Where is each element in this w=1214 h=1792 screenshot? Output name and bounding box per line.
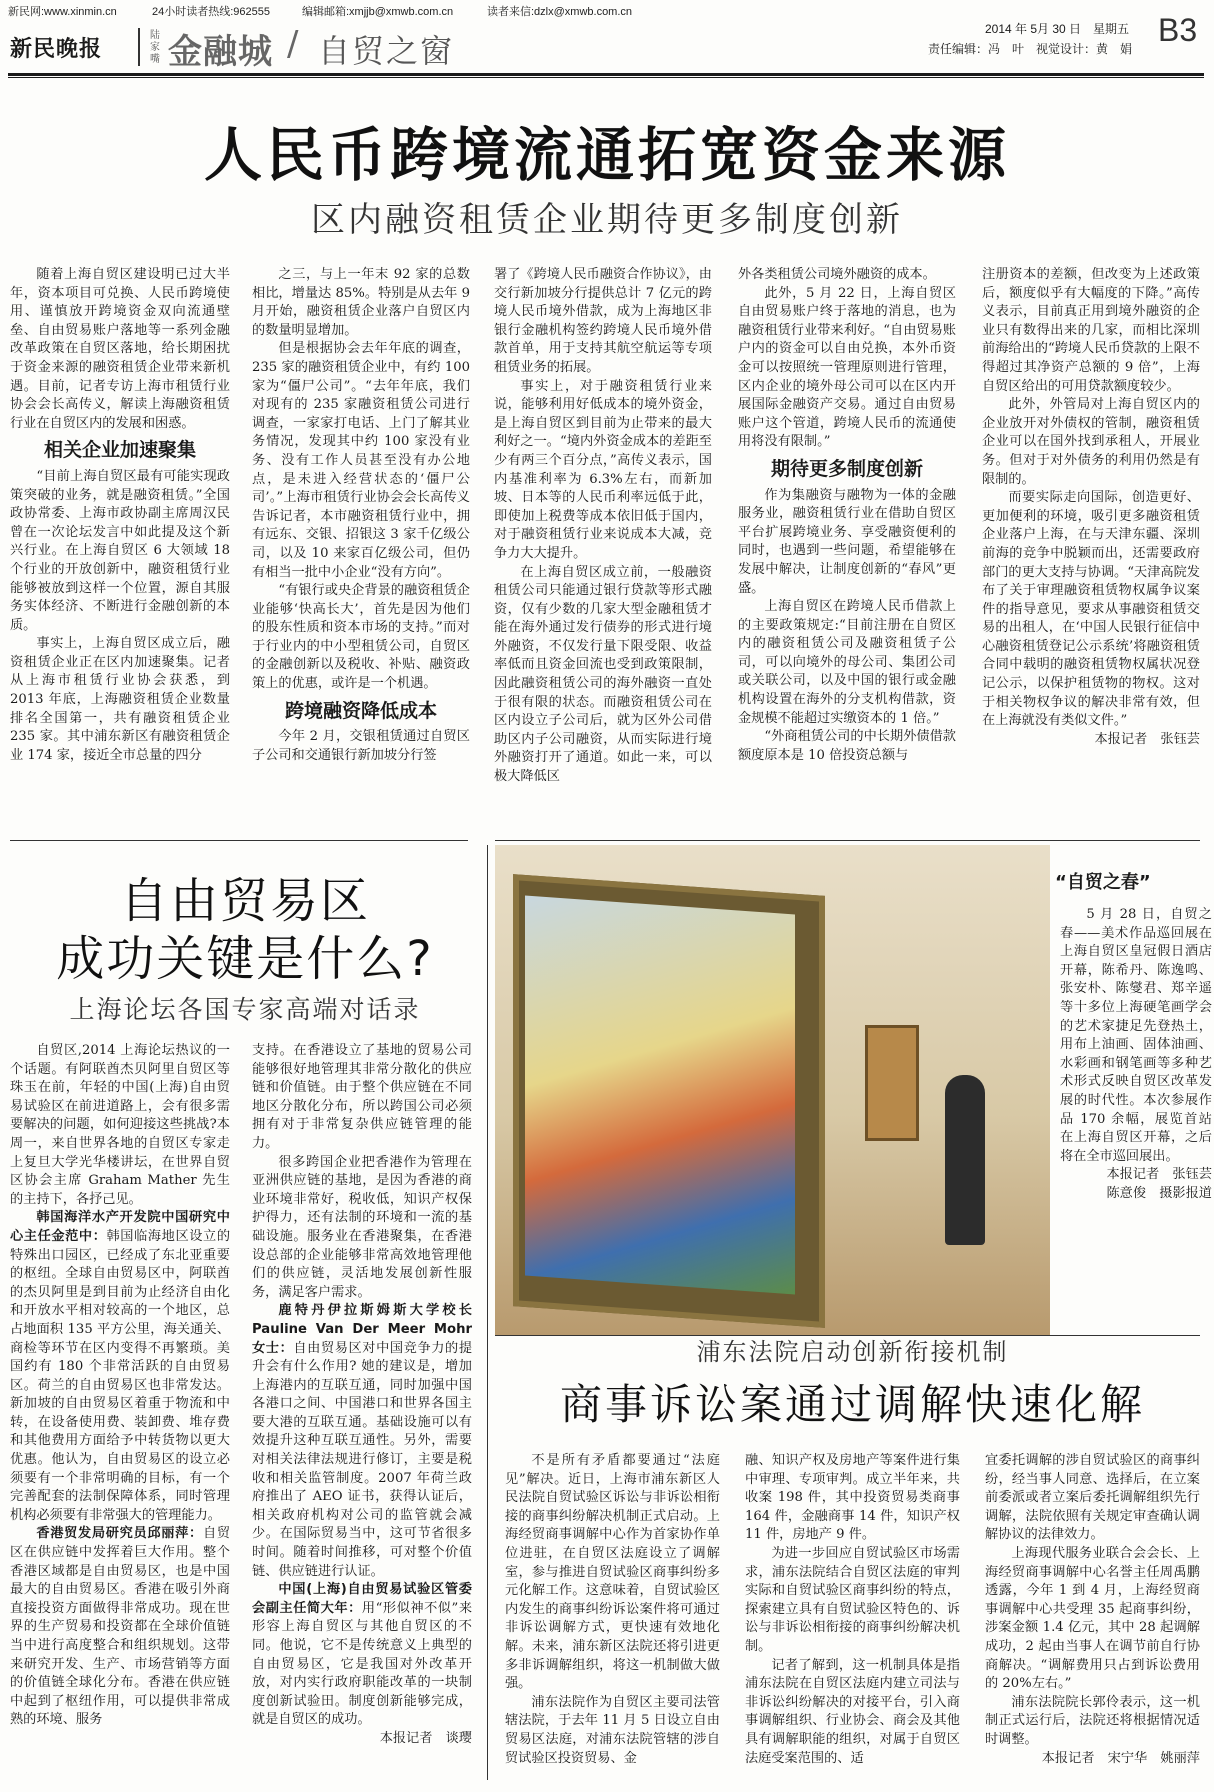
paragraph: 之三，与上一年末 92 家的总数相比，增量达 85%。特别是从去年 9 月开始，融资租赁企业落户自贸区内的数量明显增加。 [252, 267, 470, 338]
article1-column-1 [10, 266, 230, 765]
section-slash: / [287, 24, 299, 64]
paragraph: 上海自贸区在跨境人民币借款上的主要政策规定:“目前注册在自贸区内的融资租赁公司及融资租赁子公司，可以向境外的母公司、集团公司或关联公司，以及中国的银行或金融机构设置在海外的分支机构借款，资金规模不能超过实缴资本的 1 倍。” [738, 599, 956, 726]
paragraph-text: 用“形似神不似”来形容上海自贸区与其他自贸区的不同。他说，它不是传统意义上典型的自由贸易区，它是我国对外改革开放，对内实行政府职能改革的一块制度创新试验田。制度创新能够完成，就是自贸区的成功。 [252, 1600, 473, 1728]
article1-subhead-b: 跨境融资降低成本 [284, 699, 437, 722]
small-painting [865, 1025, 919, 1141]
photo-credit: 本报记者 张钰芸 [1106, 1167, 1212, 1183]
top-info-bar [0, 0, 1214, 18]
speaker-name: 中国(上海)自由贸易试验区管委会副主任简大年： [252, 1582, 472, 1616]
paragraph: 为进一步回应自贸试验区市场需求，浦东法院结合自贸区法庭的审判实际和自贸试验区商事纠纷的特点，探索建立具有自贸试验区特色的、诉讼与非诉讼相衔接的商事纠纷解决机制。 [745, 1545, 960, 1654]
paragraph-text: 自由贸易区对中国竞争力的提升会有什么作用? 她的建议是，增加上海港内的互联互通，同时加强中国各港口之间、中国港口和世界各国主要大港的互联互通。基础设施可以有效提升这种互联互通性。另外，需要对相关法律法规进行修订，主要是税收和相关监管制度。2007 年荷兰政府推出了 AEO 证书，获得认证后，相关政府机构对公司的监管就会减少。在国际贸易当中，这可节省很多时间。随着时间推移，可对整个价值链、供应链进行认证。 [252, 1340, 473, 1579]
paragraph: 今年 2 月，交银租赁通过自贸区子公司和交通银行新加坡分行签 [252, 729, 470, 763]
paragraph: 宜委托调解的涉自贸试验区的商事纠纷，经当事人同意、选择后，在立案前委派或者立案后委托调解组织先行调解，法院依照有关规定审查确认调解协议的法律效力。 [985, 1453, 1200, 1543]
paragraph: 融、知识产权及房地产等案件进行集中审理、专项审判。成立半年来，共收案 198 件，其中投资贸易类商事 164 件，金融商事 14 件，知识产权 11 件，房地产 9 件。 [745, 1453, 960, 1543]
paragraph-text: 韩国临海地区设立的特殊出口园区，已经成了东北亚重要的枢纽。全球自由贸易区中，阿联酋的杰贝阿里是到目前为止经济自由化和开放水平相对较高的一个地区，总占地面积 135 平方公里，海关通关、商检等环节在区内变得不再繁琐。美国约有 180 个非常活跃的自由贸易区。荷兰的自由贸易区也非常发达。新加坡的自由贸易区着重于物流和中转，在设备使用费、装卸费、堆存费和其他费用方面给予中转货物以更大优惠。他认为，自由贸易区的设立必须要有一个非常明确的目标，有一个完善配套的法制保障体系，同时管理机构必须要有非常强大的管理能力。 [10, 1228, 231, 1523]
paragraph: 浦东法院作为自贸区主要司法管辖法院，于去年 11 月 5 日设立自由贸易区法庭，对浦东法院管辖的涉自贸试验区投资贸易、金 [505, 1694, 720, 1766]
hotline: 24小时读者热线:962555 [152, 6, 270, 18]
column-divider [487, 845, 488, 1780]
article1-subhead-a: 相关企业加速聚集 [43, 439, 196, 462]
masthead-divider [138, 28, 140, 66]
article1-column-4 [738, 266, 956, 765]
speaker-name: 香港贸发局研究员邱丽萍： [36, 1526, 203, 1542]
issue-date: 2014 年 5月 30 日 星期五 [985, 22, 1130, 36]
paragraph: 自贸区,2014 上海论坛热议的一个话题。有阿联酋杰贝阿里自贸区等珠玉在前，年轻的中国(上海)自由贸易试验区在前进道路上，会有很多需要解决的问题，如何迎接这些挑战?本周一，来自世界各地的自贸区专家走上复旦大学光华楼讲坛，在世界自贸区协会主席 Graham Mather 先生的主持下，各抒己见。 [10, 1043, 230, 1207]
paragraph: 但是根据协会去年年底的调查，235 家的融资租赁企业中，有约 100 家为“僵尸公司”。“去年年底，我们对现有的 235 家融资租赁公司进行调查，一家家打电话、上门了解其业务情况，发现其中约 100 家没有业务、没有工作人员甚至没有办公地点，是未进入经营状态的‘僵尸公司’。”上海市租赁行业协会会长高传义告诉记者，本市融资租赁行业中，拥有远东、交银、招银这 3 家千亿级公司，以及 10 来家百亿级公司，但仍有相当一批中小企业“没有方向”。 [252, 341, 470, 580]
article3-subheadline: 浦东法院启动创新衔接机制 [696, 1338, 1009, 1366]
article2-column-2 [252, 1042, 472, 1749]
paragraph-text: 自贸区在供应链中发挥着巨大作用。整个香港区域都是自由贸易区，也是中国最大的自由贸易区。香港在吸引外商直接投资方面做得非常成功。现在世界的生产贸易和投资都在全球价值链当中进行高度整合和组织规划。这带来研究开发、生产、市场营销等方面的价值链全球化分布。香港在供应链中起到了枢纽作用，可以提供非常成熟的环境、服务 [10, 1526, 231, 1728]
editor-credits: 责任编辑：冯 叶 视觉设计：黄 娟 [928, 42, 1133, 56]
page-number: B3 [1158, 12, 1198, 48]
masthead-rule [8, 73, 1204, 76]
article1-subhead-c: 期待更多制度创新 [770, 457, 923, 480]
divider [495, 840, 1200, 841]
paragraph: 不是所有矛盾都要通过“法庭见”解决。近日，上海市浦东新区人民法院自贸试验区诉讼与非诉讼相衔接的商事纠纷解决机制正式启动。上海经贸商事调解中心作为首家协作单位进驻，在自贸区法庭设立了调解室，参与推进自贸试验区商事纠纷多元化解工作。这意味着，自贸试验区内发生的商事纠纷诉讼案件将可通过非诉讼调解方式，更快速有效地化解。未来，浦东新区法院还将引进更多非诉调解组织，将这一机制做大做强。 [505, 1453, 720, 1692]
speaker-name: 鹿特丹伊拉斯姆斯大学校长 Pauline Van Der Meer Mohr 女士： [252, 1303, 472, 1356]
paragraph: 此外，外管局对上海自贸区内的企业放开对外债权的管制，融资租赁企业可以在国外找到承租人，开展业务。但对于对外债务的利用仍然是有限制的。 [982, 397, 1200, 487]
section-name: 金融城 [168, 32, 273, 72]
painting-image [525, 896, 795, 1295]
article1-byline: 本报记者 张钰芸 [1094, 731, 1200, 747]
article1-headline: 人民币跨境流通拓宽资金来源 [203, 121, 1010, 189]
paragraph: 事实上，上海自贸区成立后，融资租赁企业正在区内加速聚集。记者从上海市租赁行业协会获悉，到 2013 年底，上海融资租赁企业数量排名全国第一，共有融资租赁企业 235 家。其中浦东新区有融资租赁企业 174 家，接近全市总量的四分 [10, 636, 230, 763]
paragraph: 此外，5 月 22 日，上海自贸区自由贸易账户终于落地的消息，也为融资租赁行业带来利好。“自由贸易账户内的资金可以自由兑换，本外币资金可以按照统一管理原则进行管理，区内企业的境外母公司可以在区内开展国际金融资产交易。通过自由贸易账户这个管道，跨境人民币的流通使用将没有限制。” [738, 285, 956, 450]
exhibition-photo [495, 845, 1050, 1335]
newspaper-logo: 新民晚报 [10, 36, 103, 62]
article2-byline: 本报记者 谈璎 [379, 1730, 472, 1746]
paragraph: 事实上，对于融资租赁行业来说，能够利用好低成本的境外资金，是上海自贸区到目前为止带来的最大利好之一。“境内外资金成本的差距至少有两三个百分点，”高传义表示，国内基准利率为 6.3%左右，而新加坡、日本等的人民币利率远低于此，即使加上税费等成本依旧低于国内，对于融资租赁行业来说成本大减，竞争力大大提升。 [494, 378, 712, 561]
paragraph: 浦东法院院长郭伶表示，这一机制正式运行后，法院还将根据情况适时调整。 [985, 1694, 1200, 1747]
paragraph: 上海现代服务业联合会会长、上海经贸商事调解中心名誉主任周禹鹏透露，今年 1 到 4 月，上海经贸商事调解中心共受理 35 起商事纠纷，涉案金额 1.4 亿元，其中 28 起调解成功，2 起由当事人在调节前自行协商解决。“调解费用只占到诉讼费用的 20%左右。” [985, 1545, 1200, 1692]
paragraph: “外商租赁公司的中长期外债借款额度原本是 10 倍投资总额与 [738, 729, 956, 763]
article3-column-1 [505, 1452, 720, 1768]
paragraph: 外各类租赁公司境外融资的成本。 [738, 267, 936, 282]
headline-line: 自由贸易区 [119, 873, 370, 929]
subsection-name: 自贸之窗 [318, 32, 455, 70]
caption-text: 5 月 28 日，自贸之春——美术作品巡回展在上海自贸区皇冠假日酒店开幕，陈希丹、陈逸鸣、张安朴、陈燮君、郑辛遥等十多位上海硬笔画学会的艺术家捷足先登热土，用布上油画、固体油画、水彩画和钢笔画等多种艺术形式反映自贸区改革发展的时代性。本次参展作品 170 余幅，展览首站在上海自贸区开幕，之后将在全市巡回展出。 [1060, 907, 1212, 1164]
paragraph: 在上海自贸区成立前，一般融资租赁公司只能通过银行贷款等形式融资，仅有少数的几家大型金融租赁才能在海外通过发行债券的形式进行境外融资，不仅发行量下限受限、收益率低而且资金回流也受到政策限制，因此融资租赁公司的海外融资一直处于很有限的状态。而融资租赁公司在区内设立子公司后，就为区外公司借助区内子公司融资，从而实际进行境外融资打开了通道。如此一来，可以极大降低区 [494, 564, 712, 785]
paragraph: “目前上海自贸区最有可能实现政策突破的业务，就是融资租赁。”全国政协常委、上海市政协副主席周汉民曾在一次论坛发言中如此提及这个新兴行业。在上海自贸区 6 大领域 18 个行业的开放创新中，融资租赁行业能够被放到这样一个位置，源自其服务实体经济、不断进行金融创新的本质。 [10, 468, 230, 633]
section-tag: 陆家嘴 [150, 30, 160, 65]
paragraph: 署了《跨境人民币融资合作协议》，由交行新加坡分行提供总计 7 亿元的跨境人民币境外借款，成为上海地区非银行金融机构签约跨境人民币境外借款首单，用于支持其航空航运等专项租赁业务的拓展。 [494, 267, 712, 375]
article1-subheadline: 区内融资租赁企业期待更多制度创新 [311, 200, 903, 240]
article3-column-2 [745, 1452, 960, 1768]
editor-email: 编辑邮箱:xmjjb@xmwb.com.cn [302, 6, 454, 18]
article2-headline [0, 872, 490, 988]
site-url: 新民网:www.xinmin.cn [8, 6, 117, 18]
divider [10, 840, 468, 841]
article3-byline: 本报记者 宋宁华 姚丽萍 [1041, 1750, 1200, 1766]
article1-column-2 [252, 266, 470, 765]
article2-subheadline: 上海论坛各国专家高端对话录 [69, 995, 421, 1024]
paragraph: 而要实际走向国际，创造更好、更加便利的环境，吸引更多融资租赁企业落户上海，在与天津东疆、深圳前海的竞争中脱颖而出，还需要政府部门的更大支持与协调。“天津高院发布了关于审理融资租赁物权属争议案件的指导意见，要求从事融资租赁交易的出租人，在‘中国人民银行征信中心融资租赁登记公示系统’将融资租赁合同中载明的融资租赁物权属状况登记公示，以保护租赁物的物权。这对于相关物权争议的解决非常有效，但在上海就没有类似文件。” [982, 490, 1200, 729]
photo-caption-title: “自贸之春” [1055, 872, 1151, 893]
article3-headline: 商事诉讼案通过调解快速化解 [559, 1380, 1145, 1429]
paragraph: 随着上海自贸区建设明已过大半年，资本项目可兑换、人民币跨境使用、谨慎放开跨境资金双向流通壁垒、自由贸易账户落地等一系列金融改革政策在自贸区落地，给长期困扰于资金来源的融资租赁企业带来新机遇。目前，记者专访上海市租赁行业协会会长高传义，解读上海融资租赁行业在自贸区内的发展和困惑。 [10, 267, 230, 431]
article2-column-1 [10, 1042, 230, 1730]
headline-line: 成功关键是什么? [56, 931, 434, 987]
article1-column-3 [494, 266, 712, 787]
article1-column-5 [982, 266, 1200, 749]
paragraph: 很多跨国企业把香港作为管理在亚洲供应链的基地，是因为香港的商业环境非常好，税收低，知识产权保护得力，还有法制的环境和一流的基础设施。服务业在香港聚集，在香港设总部的企业能够非常高效地管理他们的供应链，灵活地发展创新性服务，满足客户需求。 [252, 1154, 472, 1300]
paragraph: “有银行或央企背景的融资租赁企业能够‘快高长大’，首先是因为他们的股东性质和资本市场的支持。”而对于行业内的中小型租赁公司，自贸区的金融创新以及税收、补贴、融资政策上的优惠，或许是一个机遇。 [252, 583, 470, 692]
speaker-name: 韩国海洋水产开发院中国研究中心主任金范中： [10, 1210, 230, 1244]
photographer-figure [945, 1075, 985, 1245]
article3-column-3 [985, 1452, 1200, 1768]
paragraph: 注册资本的差额，但改变为上述政策后，额度似乎有大幅度的下降。”高传义表示，目前真正用到境外融资的企业只有数得出来的几家，而相比深圳前海给出的“跨境人民币贷款的上限不得超过其净资产总额的 9 倍”，上海自贸区给出的可用贷款额度较少。 [982, 267, 1200, 394]
paragraph: 作为集融资与融物为一体的金融服务业，融资租赁行业在借助自贸区平台扩展跨境业务、享受融资便利的同时，也遇到一些问题，希望能够在发展中解决，让制度创新的“春风”更盛。 [738, 487, 956, 596]
photo-caption [1060, 906, 1212, 1204]
masthead-rule-thin [8, 77, 1204, 78]
photo-credit: 陈意俊 摄影报道 [1106, 1185, 1212, 1201]
paragraph: 支持。在香港设立了基地的贸易公司能够很好地管理其非常分散化的供应链和价值链。由于整个供应链在不同地区分散化分布，所以跨国公司必须拥有对于非常复杂供应链管理的能力。 [252, 1043, 472, 1151]
letters-email: 读者来信:dzlx@xmwb.com.cn [487, 6, 633, 18]
paragraph: 记者了解到，这一机制具体是指浦东法院在自贸区法庭内建立司法与非诉讼纠纷解决的对接平台，引入商事调解组织、行业协会、商会及其他具有调解职能的组织，对属于自贸区法庭受案范围的、适 [745, 1657, 960, 1766]
